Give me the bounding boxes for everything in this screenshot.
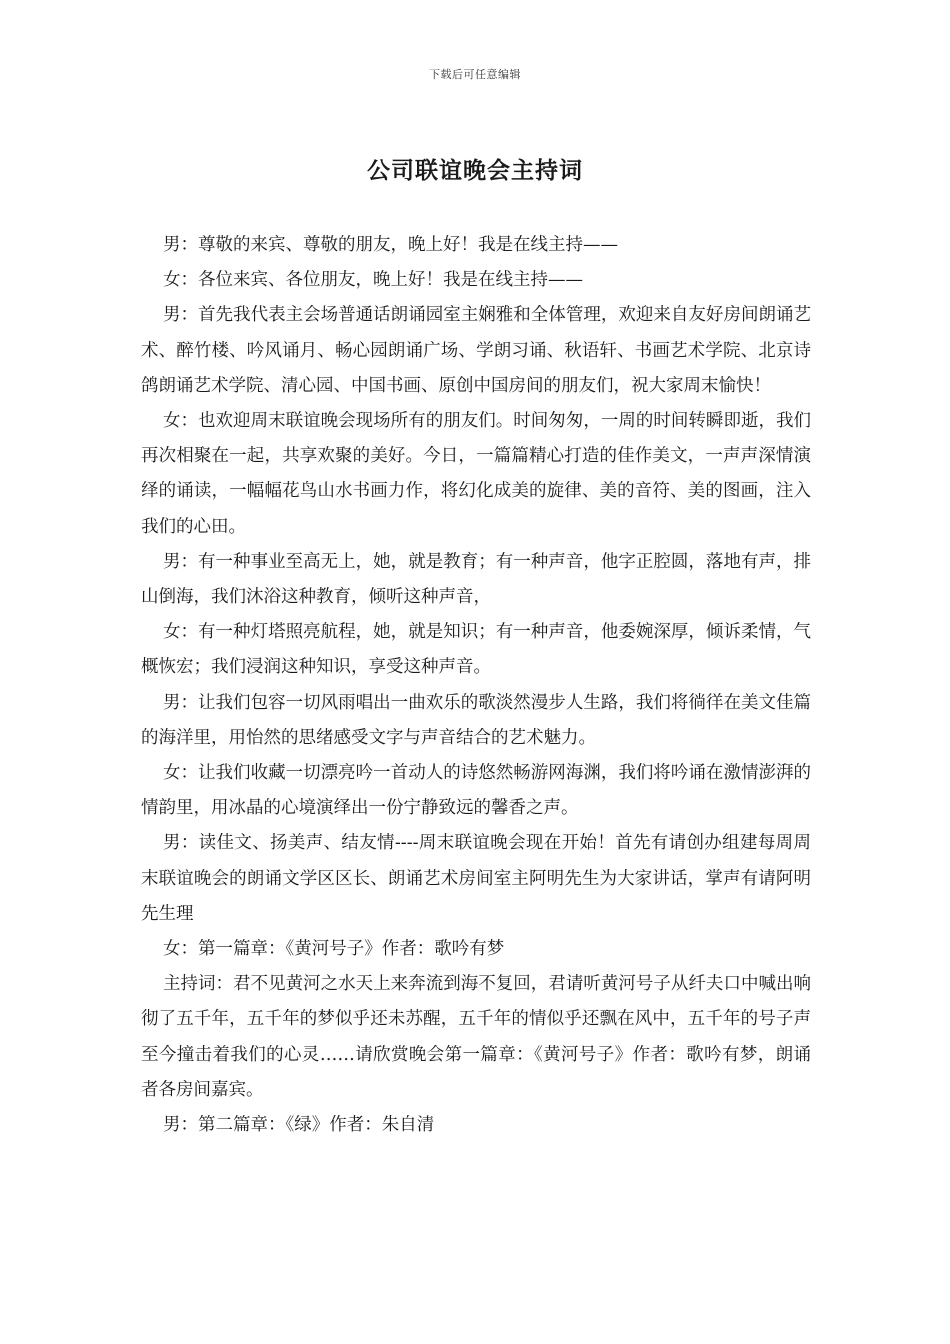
paragraph: 男：有一种事业至高无上，她，就是教育；有一种声音，他字正腔圆，落地有声，排山倒海，我们沐浴这种教育，倾听这种声音， xyxy=(141,551,811,608)
paragraph: 女：有一种灯塔照亮航程，她，就是知识；有一种声音，他委婉深厚，倾诉柔情，气概恢宏；我们浸润这种知识，享受这种声音。 xyxy=(141,622,811,678)
paragraph: 男：让我们包容一切风雨唱出一曲欢乐的歌淡然漫步人生路，我们将徜徉在美文佳篇的海洋里，用怡然的思绪感受文字与声音结合的艺术魅力。 xyxy=(141,692,811,748)
paragraph: 男：首先我代表主会场普通话朗诵园室主娴雅和全体管理，欢迎来自友好房间朗诵艺术、醉竹楼、吟风诵月、畅心园朗诵广场、学朗习诵、秋语轩、书画艺术学院、北京诗鸽朗诵艺术学院、清心园、中国书画、原创中国房间的朋友们，祝大家周末愉快！ xyxy=(141,305,811,396)
paragraph: 女：各位来宾、各位朋友，晚上好！我是在线主持—— xyxy=(163,270,583,291)
document-body xyxy=(141,228,811,1143)
paragraph: 男：尊敬的来宾、尊敬的朋友，晚上好！我是在线主持—— xyxy=(163,235,618,255)
paragraph: 主持词：君不见黄河之水天上来奔流到海不复回，君请听黄河号子从纤夫口中喊出响彻了五千年，五千年的梦似乎还未苏醒，五千年的情似乎还飘在风中，五千年的号子声至今撞击着我们的心灵……请欣赏晚会第一篇章：《黄河号子》作者：歌吟有梦，朗诵者各房间嘉宾。 xyxy=(141,974,811,1100)
paragraph: 男：第二篇章：《绿》作者：朱自清 xyxy=(163,1115,435,1136)
header-note: 下载后可任意编辑 xyxy=(429,68,521,81)
paragraph: 女：让我们收藏一切漂亮吟一首动人的诗悠然畅游网海渊，我们将吟诵在激情澎湃的情韵里，用冰晶的心境演绎出一份宁静致远的馨香之声。 xyxy=(141,763,811,819)
document-title: 公司联谊晚会主持词 xyxy=(367,157,583,184)
paragraph: 男：读佳文、扬美声、结友情----周末联谊晚会现在开始！首先有请创办组建每周周末联谊晚会的朗诵文学区区长、朗诵艺术房间室主阿明先生为大家讲话，掌声有请阿明先生理 xyxy=(141,833,811,924)
paragraph: 女：第一篇章：《黄河号子》作者：歌吟有梦 xyxy=(163,939,505,960)
paragraph: 女：也欢迎周末联谊晚会现场所有的朋友们。时间匆匆，一周的时间转瞬即逝，我们再次相聚在一起，共享欢聚的美好。今日，一篇篇精心打造的佳作美文，一声声深情演绎的诵读，一幅幅花鸟山水书画力作，将幻化成美的旋律、美的音符、美的图画，注入我们的心田。 xyxy=(141,411,811,537)
